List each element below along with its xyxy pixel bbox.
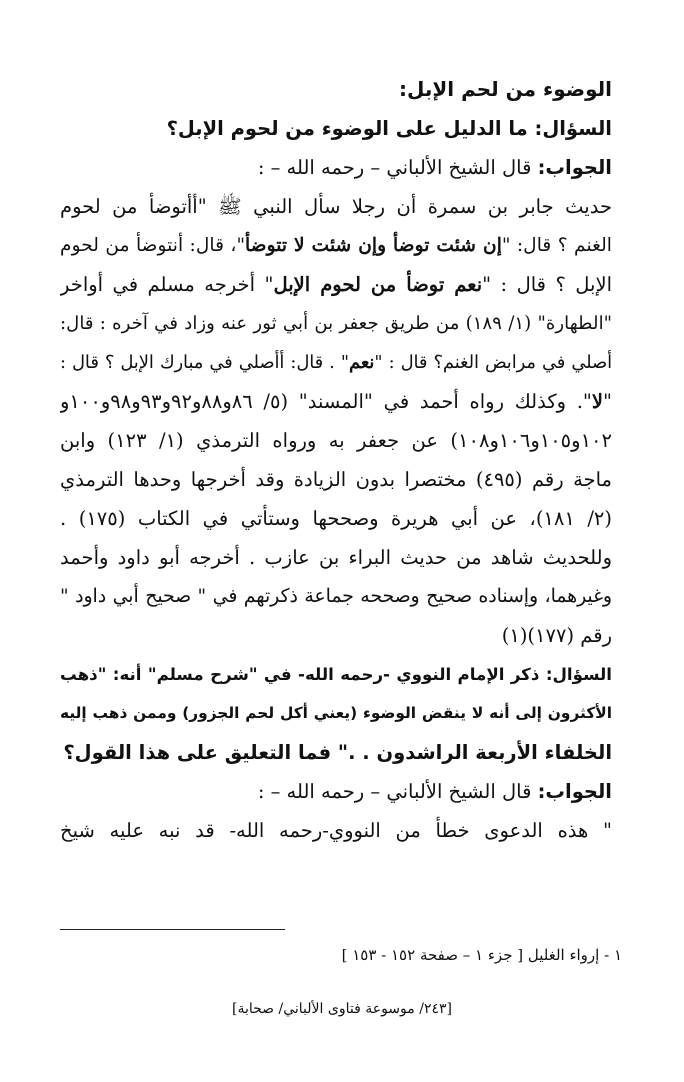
text-span: " هذه الدعوى خطأ من النووي-رحمه الله- قد نبه عليه شيخ [60,819,612,842]
footnote-separator [60,929,285,930]
heading-text: الوضوء من لحم الإبل: [399,77,612,101]
text-span: "الطهارة" (١/ ١٨٩) من طريق جعفر بن أبي ثور عنه وزاد في آخره : قال: [60,313,612,334]
answer-1-intro [60,148,612,187]
hadith-quote: لا [591,390,604,413]
text-span: ١٠٢و١٠٥و١٠٦و١٠٨) عن جعفر به ورواه الترمذي (١/ ١٢٣) وابن [60,429,612,452]
text-line [60,538,612,577]
text-span: الغنم ؟ قال: " [501,235,612,256]
answer-intro-text: قال الشيخ الألباني – رحمه الله – : [257,156,538,179]
text-line [60,577,612,616]
text-span: حديث جابر بن سمرة أن رجلا سأل النبي ﷺ "أأتوضأ من لحوم [60,195,612,218]
main-text [60,70,612,850]
question-text: الخلفاء الأربعة الراشدون . ." فما التعليق على هذا القول؟ [63,741,612,764]
answer-2-intro [60,772,612,811]
hadith-quote: إن شئت توضأ وإن شئت لا تتوضأ [245,234,502,256]
text-span: أصلي في مرابض الغنم؟ قال : " [374,353,612,373]
question-1 [60,109,612,148]
text-line [60,265,612,304]
text-span: وغيرهما، وإسناده صحيح وصححه جماعة ذكرتهم في " صحيح أبي داود " [60,586,612,607]
section-heading [60,70,612,109]
footnote: ١ - إرواء الغليل [ جزء ١ – صفحة ١٥٢ - ١٥٣ ] [341,946,622,964]
question-2 [60,655,612,694]
text-line [60,421,612,460]
answer-label: الجواب: [537,780,612,803]
answer-intro-text: قال الشيخ الألباني – رحمه الله – : [257,780,538,803]
text-span: " [603,390,612,413]
text-line [60,460,612,499]
question-2-line [60,733,612,772]
text-line [60,499,612,538]
text-span: رقم (١٧٧)(١) [501,624,612,647]
text-span: " أخرجه مسلم في أواخر [60,273,274,296]
question-text: ذكر الإمام النووي -رحمه الله- في "شرح مسلم" أنه: "ذهب [60,665,546,684]
text-span: "، قال: أنتوضأ من لحوم [60,235,246,256]
hadith-quote: نعم [349,352,375,373]
question-text: الأكثرون إلى أنه لا ينقض الوضوء (يعني أكل لحم الجزور) وممن ذهب إليه [60,704,612,722]
question-label: السؤال: [545,665,612,684]
text-line [60,304,612,343]
hadith-quote: نعم توضأ من لحوم الإبل [273,273,483,296]
text-span: " . قال: أأصلي في مبارك الإبل ؟ قال : [60,353,350,373]
text-line [60,187,612,226]
text-line [60,811,612,850]
text-span: ماجة رقم (٤٩٥) مختصرا بدون الزيادة وقد أخرجها وحدها الترمذي [60,468,612,491]
text-line [60,343,612,382]
question-2-line [60,694,612,733]
text-span: ". وكذلك رواه أحمد في "المسند" (٥/ ٨٦و٨٨و٩٢و٩٣و٩٨و١٠٠و [60,390,592,413]
text-span: (٢/ ١٨١)، عن أبي هريرة وصححها وستأتي في الكتاب (١٧٥) . [60,507,612,530]
text-span: الإبل ؟ قال : " [482,273,612,296]
text-span: وللحديث شاهد من حديث البراء بن عازب . أخرجه أبو داود وأحمد [60,546,612,569]
page-footer: [٢٤٣/ موسوعة فتاوى الألباني/ صحابة] [232,1001,452,1017]
question-text: ما الدليل على الوضوء من لحوم الإبل؟ [166,117,535,140]
answer-label: الجواب: [537,156,612,179]
text-line [60,226,612,265]
text-line [60,382,612,421]
text-line [60,616,612,655]
question-label: السؤال: [534,117,612,140]
